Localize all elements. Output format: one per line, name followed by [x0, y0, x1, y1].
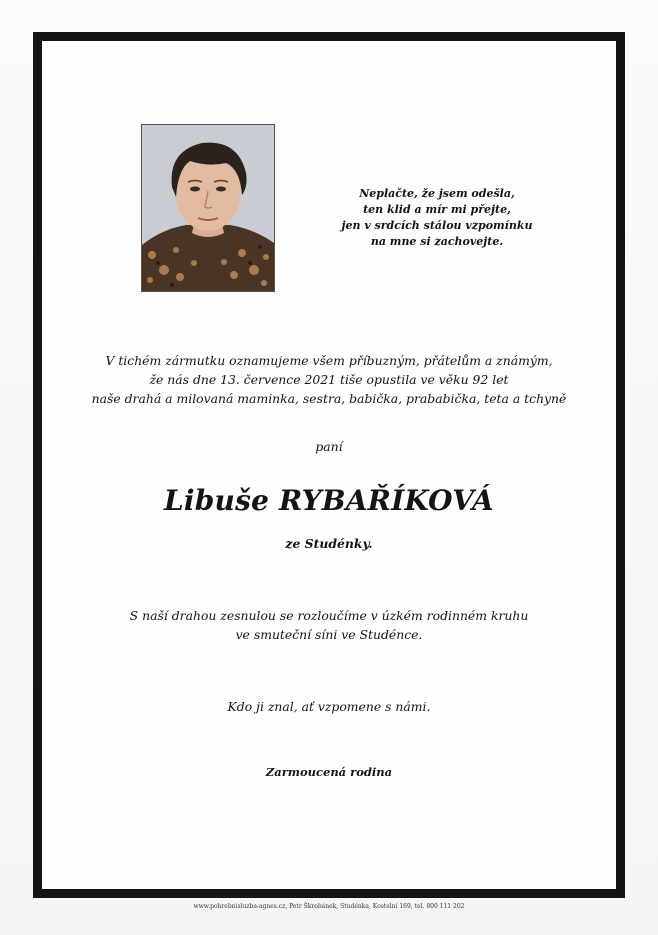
deceased-name: Libuše RYBAŘÍKOVÁ — [164, 484, 494, 517]
portrait-photo — [141, 124, 275, 292]
announcement-line: naše drahá a milovaná maminka, sestra, babička, prababička, teta a tchyně — [91, 391, 567, 406]
black-mourning-frame — [33, 32, 625, 898]
title-word: paní — [315, 439, 343, 454]
motto-line: jen v srdcích stálou vzpomínku — [341, 219, 533, 232]
farewell-line: S naší drahou zesnulou se rozloučíme v úzkém rodinném kruhu — [129, 608, 529, 623]
announcement-line: že nás dne 13. července 2021 tiše opustila ve věku 92 let — [149, 372, 509, 387]
death-announcement — [62, 351, 596, 408]
farewell-notice — [62, 606, 596, 644]
motto-line: ten klid a mír mi přejte, — [363, 203, 511, 216]
announcement-line: V tichém zármutku oznamujeme všem příbuzným, přátelům a známým, — [105, 353, 553, 368]
family-signature: Zarmoucená rodina — [265, 765, 393, 779]
funeral-service-footer: www.pohrebnisluzba-agnes.cz, Petr Škrobánek, Studénka, Kostelní 169, tel. 800 111 202 — [193, 903, 465, 910]
motto-verse — [332, 186, 542, 250]
motto-line: na mne si zachovejte. — [370, 235, 504, 248]
origin-place: ze Studénky. — [285, 536, 373, 551]
remembrance-line: Kdo ji znal, ať vzpomene s námi. — [227, 699, 431, 714]
farewell-line: ve smuteční síni ve Studénce. — [235, 627, 423, 642]
motto-line: Neplačte, že jsem odešla, — [359, 187, 515, 200]
